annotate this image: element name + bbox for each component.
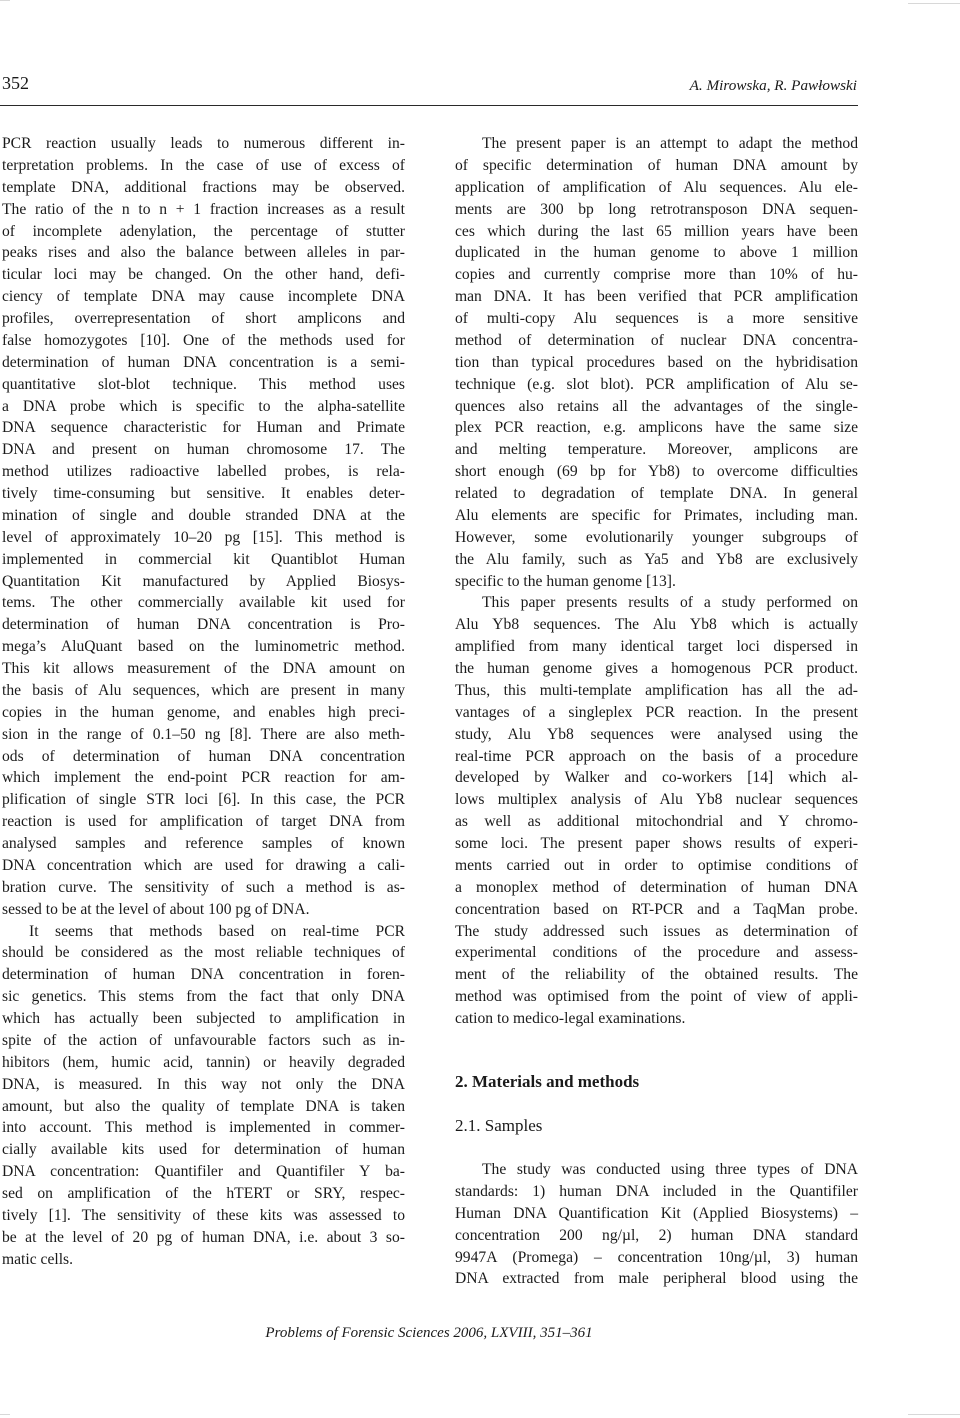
text-line: study, Alu Yb8 sequences were analysed using the xyxy=(455,725,858,743)
text-line: lows multiplex analysis of Alu Yb8 nuclear sequences xyxy=(455,791,858,809)
text-line: a DNA probe which is specific to the alpha-satellite xyxy=(2,397,405,415)
text-line: real-time PCR approach on the basis of a procedure xyxy=(455,747,858,765)
left-column xyxy=(2,133,405,1271)
text-line: Alu elements are specific for Primates, including man. xyxy=(455,506,858,524)
subsection-heading: 2.1. Samples xyxy=(455,1116,543,1135)
text-line: DNA sequence characteristic for Human and Primate xyxy=(2,419,405,437)
text-line: ciency of template DNA may cause incomplete DNA xyxy=(2,288,405,306)
text-line: a monoplex method of determination of human DNA xyxy=(455,878,858,896)
text-line: application of amplification of Alu sequences. Alu ele- xyxy=(455,178,858,196)
text-line: tively [1]. The sensitivity of these kits was assessed to xyxy=(2,1206,405,1224)
text-line: should be considered as the most reliable techniques of xyxy=(2,944,405,962)
crop-mark xyxy=(908,1414,960,1415)
text-line: Quantitation Kit manufactured by Applied Biosys- xyxy=(2,572,405,590)
text-line: sion in the range of 0.1–50 ng [8]. There are also meth- xyxy=(2,725,405,743)
text-line: DNA, is measured. In this way not only the DNA xyxy=(2,1075,405,1093)
text-line: tion than typical procedures based on the hybridisation xyxy=(455,353,858,371)
header-rule xyxy=(0,105,858,106)
text-line: ment of the reliability of the obtained results. The xyxy=(455,966,858,984)
text-line: sessed to be at the level of about 100 pg of DNA. xyxy=(2,900,310,918)
text-line: terpretation problems. In the case of use of excess of xyxy=(2,156,405,174)
text-line: ods of determination of human DNA concentration xyxy=(2,747,405,765)
text-line: concentration based on RT-PCR and a TaqMan probe. xyxy=(455,900,858,918)
text-line: determination of human DNA concentration is Pro- xyxy=(2,616,405,634)
text-line: ticular loci may be changed. On the other hand, defi- xyxy=(2,266,405,284)
text-line: PCR reaction usually leads to numerous different in- xyxy=(2,135,405,152)
text-line: as well as additional mitochondrial and Y chromo- xyxy=(455,813,858,831)
text-line: amplified from many identical target loci dispersed in xyxy=(455,638,858,656)
text-line: It seems that methods based on real-time PCR xyxy=(29,922,405,940)
text-line: tively time-consuming but sensitive. It enables deter- xyxy=(2,485,405,502)
text-line: which implement the end-point PCR reaction for am- xyxy=(2,769,405,787)
text-line: hibitors (hem, humic acid, tannin) or heavily degraded xyxy=(2,1053,405,1071)
text-line: level of approximately 10–20 pg [15]. This method is xyxy=(2,528,405,546)
text-line: determination of human DNA concentration is a semi- xyxy=(2,353,405,371)
section-heading: 2. Materials and methods xyxy=(455,1072,640,1091)
text-line: man DNA. It has been verified that PCR amplification xyxy=(455,288,858,306)
text-line: method was optimised from the point of view of appli- xyxy=(455,988,858,1006)
crop-mark xyxy=(0,0,10,1)
text-line: spite of the action of unfavourable factors such as in- xyxy=(2,1031,405,1049)
text-line: Thus, this multi-template amplification has all the ad- xyxy=(455,681,858,699)
page-number: 352 xyxy=(2,73,29,93)
text-line: tems. The other commercially available kit used for xyxy=(2,594,405,612)
text-line: technique (e.g. slot blot). PCR amplification of Alu se- xyxy=(455,375,858,393)
text-line: template DNA, additional fractions may be observed. xyxy=(2,178,405,196)
text-line: of incomplete adenylation, the percentage of stutter xyxy=(2,222,405,240)
text-line: standards: 1) human DNA included in the Quantifiler xyxy=(455,1182,858,1200)
text-line: developed by Walker and co-workers [14] which al- xyxy=(455,769,858,787)
text-line: cially available kits used for determination of human xyxy=(2,1141,405,1159)
text-line: and melting temperature. Moreover, amplicons are xyxy=(455,441,858,459)
text-line: DNA and present on human chromosome 17. The xyxy=(2,441,405,459)
text-line: the basis of Alu sequences, which are present in many xyxy=(2,681,405,699)
text-line: experimental conditions of the procedure and assess- xyxy=(455,944,858,962)
text-line: peaks rises and also the balance between alleles in par- xyxy=(2,244,405,262)
text-line: duplicated in the human genome to above 1 million xyxy=(455,244,858,262)
running-head-authors: A. Mirowska, R. Pawłowski xyxy=(689,77,857,94)
text-line: This kit allows measurement of the DNA amount on xyxy=(2,660,405,677)
text-line: DNA extracted from male peripheral blood using the xyxy=(455,1270,858,1288)
text-line: ments carried out in order to optimise conditions of xyxy=(455,856,858,874)
text-line: specific to the human genome [13]. xyxy=(455,572,676,590)
text-line: sic genetics. This stems from the fact that only DNA xyxy=(2,988,405,1006)
text-line: which has actually been subjected to amplification in xyxy=(2,1010,405,1027)
crop-mark xyxy=(908,3,960,4)
text-line: of specific determination of human DNA amount by xyxy=(455,156,858,174)
text-line: profiles, overrepresentation of short amplicons and xyxy=(2,310,405,327)
text-line: The study was conducted using three types of DNA xyxy=(482,1161,858,1178)
text-line: plex PCR reaction, e.g. amplicons have the same size xyxy=(455,419,858,437)
text-line: method utilizes radioactive labelled probes, is rela- xyxy=(2,463,405,481)
text-line: The present paper is an attempt to adapt the method xyxy=(482,135,858,152)
text-line: Alu Yb8 sequences. The Alu Yb8 which is actually xyxy=(455,616,858,634)
text-line: quences also retains all the advantages of the single- xyxy=(455,397,858,415)
text-line: mination of single and double stranded DNA at the xyxy=(2,506,405,524)
text-line: the human genome gives a homogenous PCR product. xyxy=(455,660,858,677)
text-line: DNA concentration: Quantifiler and Quantifiler Y ba- xyxy=(2,1163,405,1181)
text-line: ments are 300 bp long retrotransposon DNA sequen- xyxy=(455,200,858,218)
text-line: implemented in commercial kit Quantiblot Human xyxy=(2,550,405,568)
crop-mark xyxy=(0,1414,10,1415)
samples-paragraph xyxy=(455,1159,858,1290)
right-column xyxy=(455,133,858,1030)
text-line: be at the level of 20 pg of human DNA, i.e. about 3 so- xyxy=(2,1228,405,1246)
text-line: method of determination of nuclear DNA concentra- xyxy=(455,331,858,349)
text-line: false homozygotes [10]. One of the methods used for xyxy=(2,331,405,349)
journal-footer: Problems of Forensic Sciences 2006, LXVIII, 351–361 xyxy=(265,1325,593,1341)
text-line: plification of single STR loci [6]. In this case, the PCR xyxy=(2,791,405,809)
text-line: sed on amplification of the hTERT or SRY, respec- xyxy=(2,1185,405,1202)
text-line: into account. This method is implemented in commer- xyxy=(2,1119,405,1137)
text-line: copies in the human genome, and enables high preci- xyxy=(2,703,405,721)
text-line: the Alu family, such as Ya5 and Yb8 are exclusively xyxy=(455,550,858,568)
text-line: The study addressed such issues as determination of xyxy=(455,922,858,940)
text-line: copies and currently comprise more than 10% of hu- xyxy=(455,266,858,284)
text-line: analysed samples and reference samples of known xyxy=(2,835,405,852)
text-line: amount, but also the quality of template DNA is taken xyxy=(2,1097,405,1115)
text-line: The ratio of the n to n + 1 fraction increases as a result xyxy=(2,200,405,218)
text-line: DNA concentration which are used for drawing a cali- xyxy=(2,856,405,874)
text-line: 9947A (Promega) – concentration 10ng/µl, 3) human xyxy=(455,1248,858,1266)
text-line: cation to medico-legal examinations. xyxy=(455,1010,686,1027)
text-line: related to degradation of template DNA. In general xyxy=(455,485,858,502)
text-line: Human DNA Quantification Kit (Applied Biosystems) – xyxy=(455,1204,858,1222)
text-line: concentration 200 ng/µl, 2) human DNA standard xyxy=(455,1226,858,1244)
text-line: vantages of a singleplex PCR reaction. In the present xyxy=(455,703,858,721)
text-line: determination of human DNA concentration in foren- xyxy=(2,966,405,984)
text-line: matic cells. xyxy=(2,1250,74,1268)
text-line: of multi-copy Alu sequences is a more sensitive xyxy=(455,310,858,327)
text-line: However, some evolutionarily younger subgroups of xyxy=(455,528,858,546)
text-line: mega’s AluQuant based on the luminometric method. xyxy=(2,638,405,656)
text-line: reaction is used for amplification of target DNA from xyxy=(2,813,405,831)
text-line: ces which during the last 65 million years have been xyxy=(455,222,858,240)
text-line: bration curve. The sensitivity of such a method is as- xyxy=(2,878,405,896)
text-line: This paper presents results of a study performed on xyxy=(482,594,858,612)
text-line: quantitative slot-blot technique. This method uses xyxy=(2,375,405,393)
text-line: some loci. The present paper shows results of experi- xyxy=(455,835,858,852)
text-line: short enough (69 bp for Yb8) to overcome difficulties xyxy=(455,463,858,481)
